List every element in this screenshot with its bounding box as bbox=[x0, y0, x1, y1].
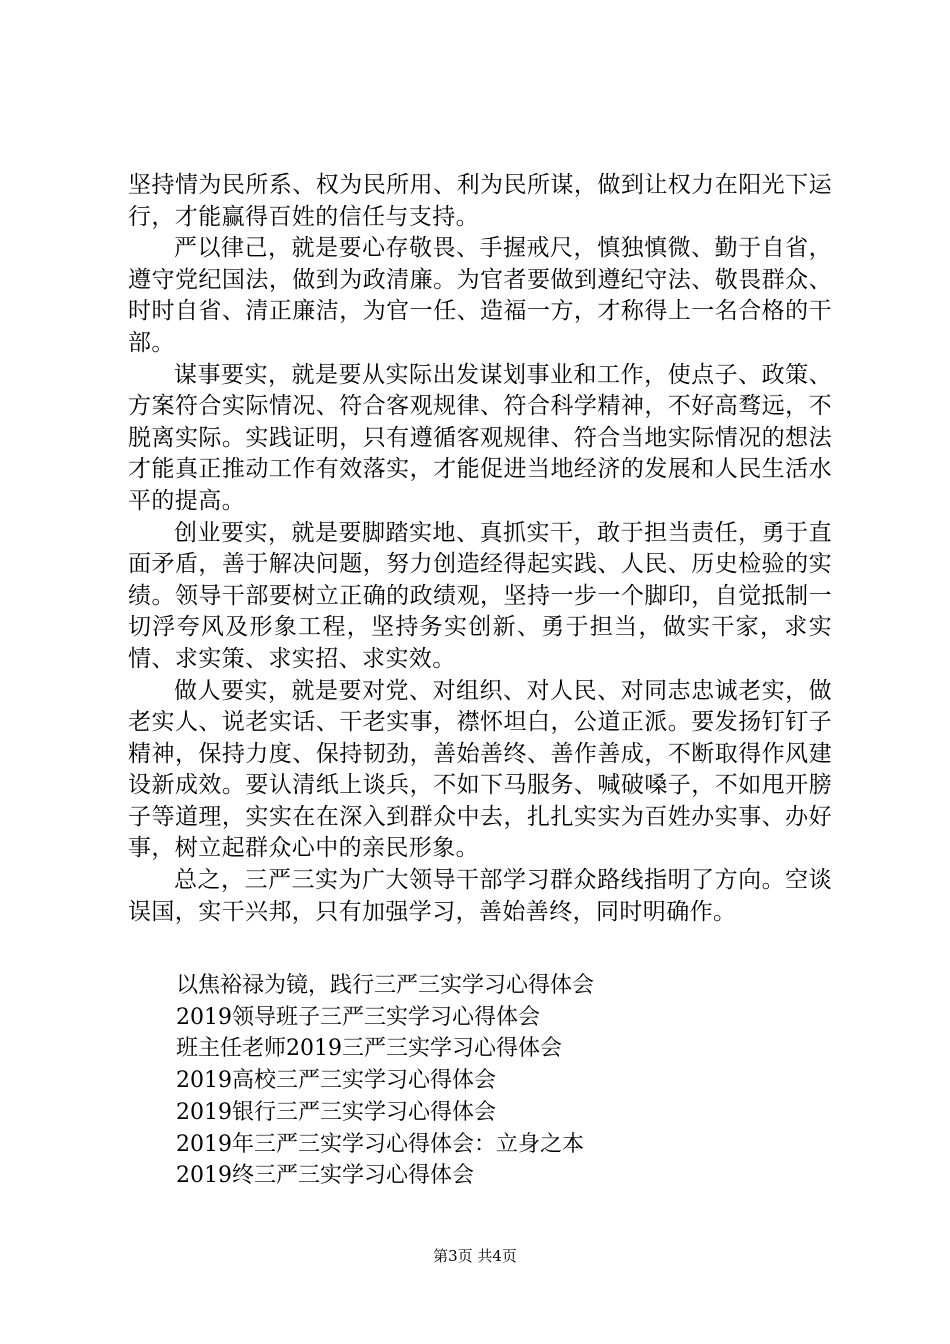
related-article-link[interactable]: 班主任老师2019三严三实学习心得体会 bbox=[176, 1036, 562, 1062]
related-articles-list bbox=[176, 970, 836, 1192]
related-article-link[interactable]: 2019高校三严三实学习心得体会 bbox=[176, 1068, 496, 1094]
page-number-footer: 第3页 共4页 bbox=[433, 1247, 517, 1265]
related-article-link[interactable]: 2019终三严三实学习心得体会 bbox=[176, 1163, 474, 1189]
related-article-link[interactable]: 以焦裕禄为镜，践行三严三实学习心得体会 bbox=[176, 973, 595, 998]
related-article-link[interactable]: 2019领导班子三严三实学习心得体会 bbox=[176, 1004, 540, 1030]
paragraph-plan-practically: 谋事要实，就是要从实际出发谋划事业和工作，使点子、政策、方案符合实际情况、符合客观规律、符合科学精神，不好高骛远，不脱离实际。实践证明，只有遵循客观规律、符合当地实际情况的想法才能真正推动工作有效落实，才能促进当地经济的发展和人民生活水平的提高。 bbox=[128, 361, 832, 514]
body-text bbox=[128, 170, 832, 928]
paragraph-strict-self-discipline: 严以律己，就是要心存敬畏、手握戒尺，慎独慎微、勤于自省，遵守党纪国法，做到为政清廉。为官者要做到遵纪守法、敬畏群众、时时自省、清正廉洁，为官一任、造福一方，才称得上一名合格的干部。 bbox=[128, 235, 832, 356]
paragraph-start-business-practically: 创业要实，就是要脚踏实地、真抓实干，敢于担当责任，勇于直面矛盾，善于解决问题，努力创造经得起实践、人民、历史检验的实绩。领导干部要树立正确的政绩观，坚持一步一个脚印，自觉抵制一切浮夸风及形象工程，坚持务实创新、勇于担当，做实干家，求实情、求实策、求实招、求实效。 bbox=[128, 519, 832, 672]
related-article-link[interactable]: 2019银行三严三实学习心得体会 bbox=[176, 1099, 496, 1125]
paragraph-conclusion: 总之，三严三实为广大领导干部学习群众路线指明了方向。空谈误国，实干兴邦，只有加强学习，善始善终，同时明确作。 bbox=[128, 867, 832, 925]
related-article-link[interactable]: 2019年三严三实学习心得体会：立身之本 bbox=[176, 1131, 584, 1157]
paragraph-continuation: 坚持情为民所系、权为民所用、利为民所谋，做到让权力在阳光下运行，才能赢得百姓的信任与支持。 bbox=[128, 172, 832, 230]
paragraph-be-honest-person: 做人要实，就是要对党、对组织、对人民、对同志忠诚老实，做老实人、说老实话、干老实事，襟怀坦白，公道正派。要发扬钉钉子精神，保持力度、保持韧劲，善始善终、善作善成，不断取得作风建设新成效。要认清纸上谈兵，不如下马服务、喊破嗓子，不如甩开膀子等道理，实实在在深入到群众中去，扎扎实实为百姓办实事、办好事，树立起群众心中的亲民形象。 bbox=[128, 677, 832, 862]
